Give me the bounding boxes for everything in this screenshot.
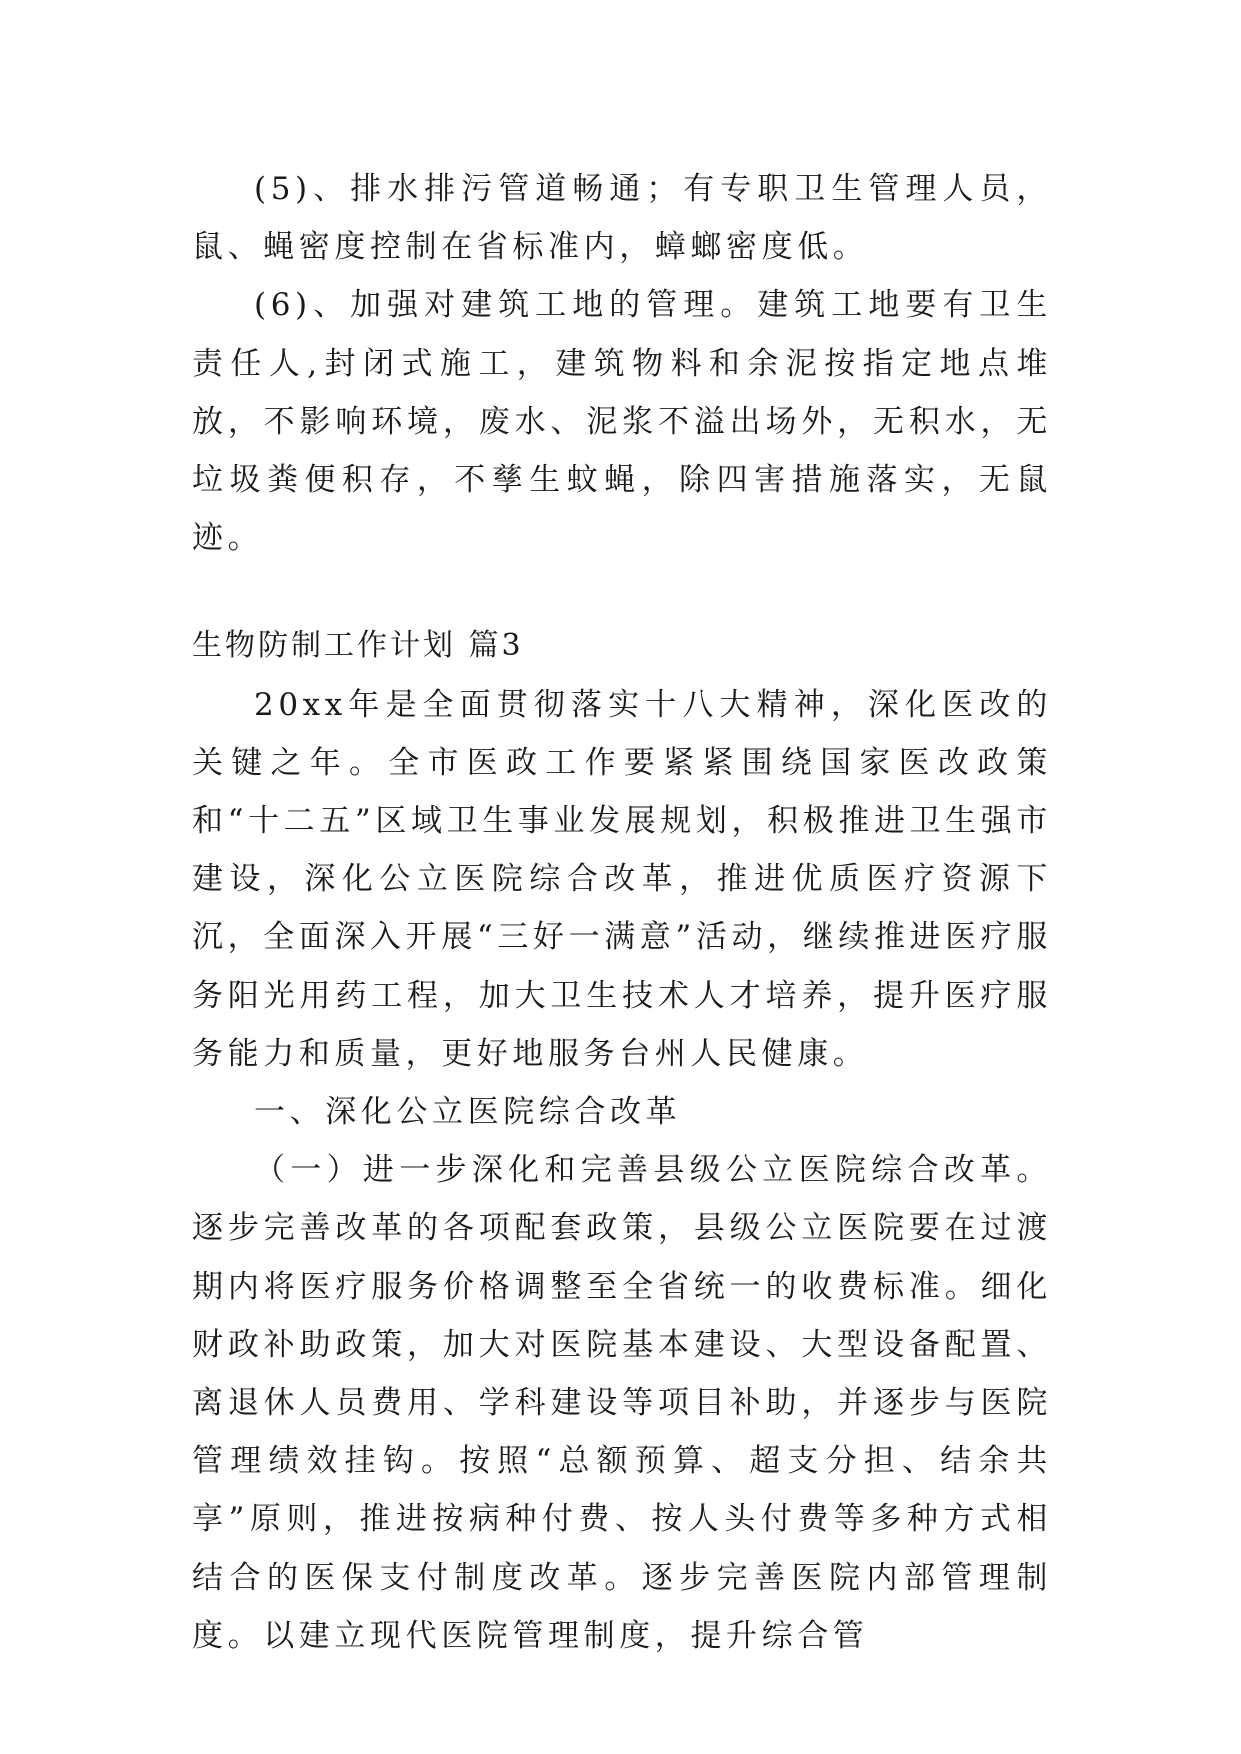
paragraph-item-6: (6)、加强对建筑工地的管理。建筑工地要有卫生责任人,封闭式施工，建筑物料和余泥按指定地点堆放，不影响环境，废水、泥浆不溢出场外，无积水，无垃圾粪便积存，不孳生蚊蝇，除四害措施落实，无鼠迹。 bbox=[192, 287, 1052, 557]
paragraph-item-5: (5)、排水排污管道畅通；有专职卫生管理人员，鼠、蝇密度控制在省标准内，蟑螂密度低。 bbox=[192, 171, 1052, 266]
document-body bbox=[192, 160, 1052, 1665]
section-heading-1: 一、深化公立医院综合改革 bbox=[254, 1094, 682, 1131]
paragraph-subsection-1: （一）进一步深化和完善县级公立医院综合改革。逐步完善改革的各项配套政策，县级公立医院要在过渡期内将医疗服务价格调整至全省统一的收费标准。细化财政补助政策，加大对医院基本建设、大型设备配置、离退休人员费用、学科建设等项目补助，并逐步与医院管理绩效挂钩。按照“总额预算、超支分担、结余共享”原则，推进按病种付费、按人头付费等多种方式相结合的医保支付制度改革。逐步完善医院内部管理制度。以建立现代医院管理制度，提升综合管 bbox=[192, 1152, 1052, 1654]
paragraph-intro: 20xx年是全面贯彻落实十八大精神，深化医改的关键之年。全市医政工作要紧紧围绕国家医改政策和“十二五”区域卫生事业发展规划，积极推进卫生强市建设，深化公立医院综合改革，推进优质医疗资源下沉，全面深入开展“三好一满意”活动，继续推进医疗服务阳光用药工程，加大卫生技术人才培养，提升医疗服务能力和质量，更好地服务台州人民健康。 bbox=[192, 686, 1052, 1072]
section-title: 生物防制工作计划 篇3 bbox=[192, 628, 524, 664]
